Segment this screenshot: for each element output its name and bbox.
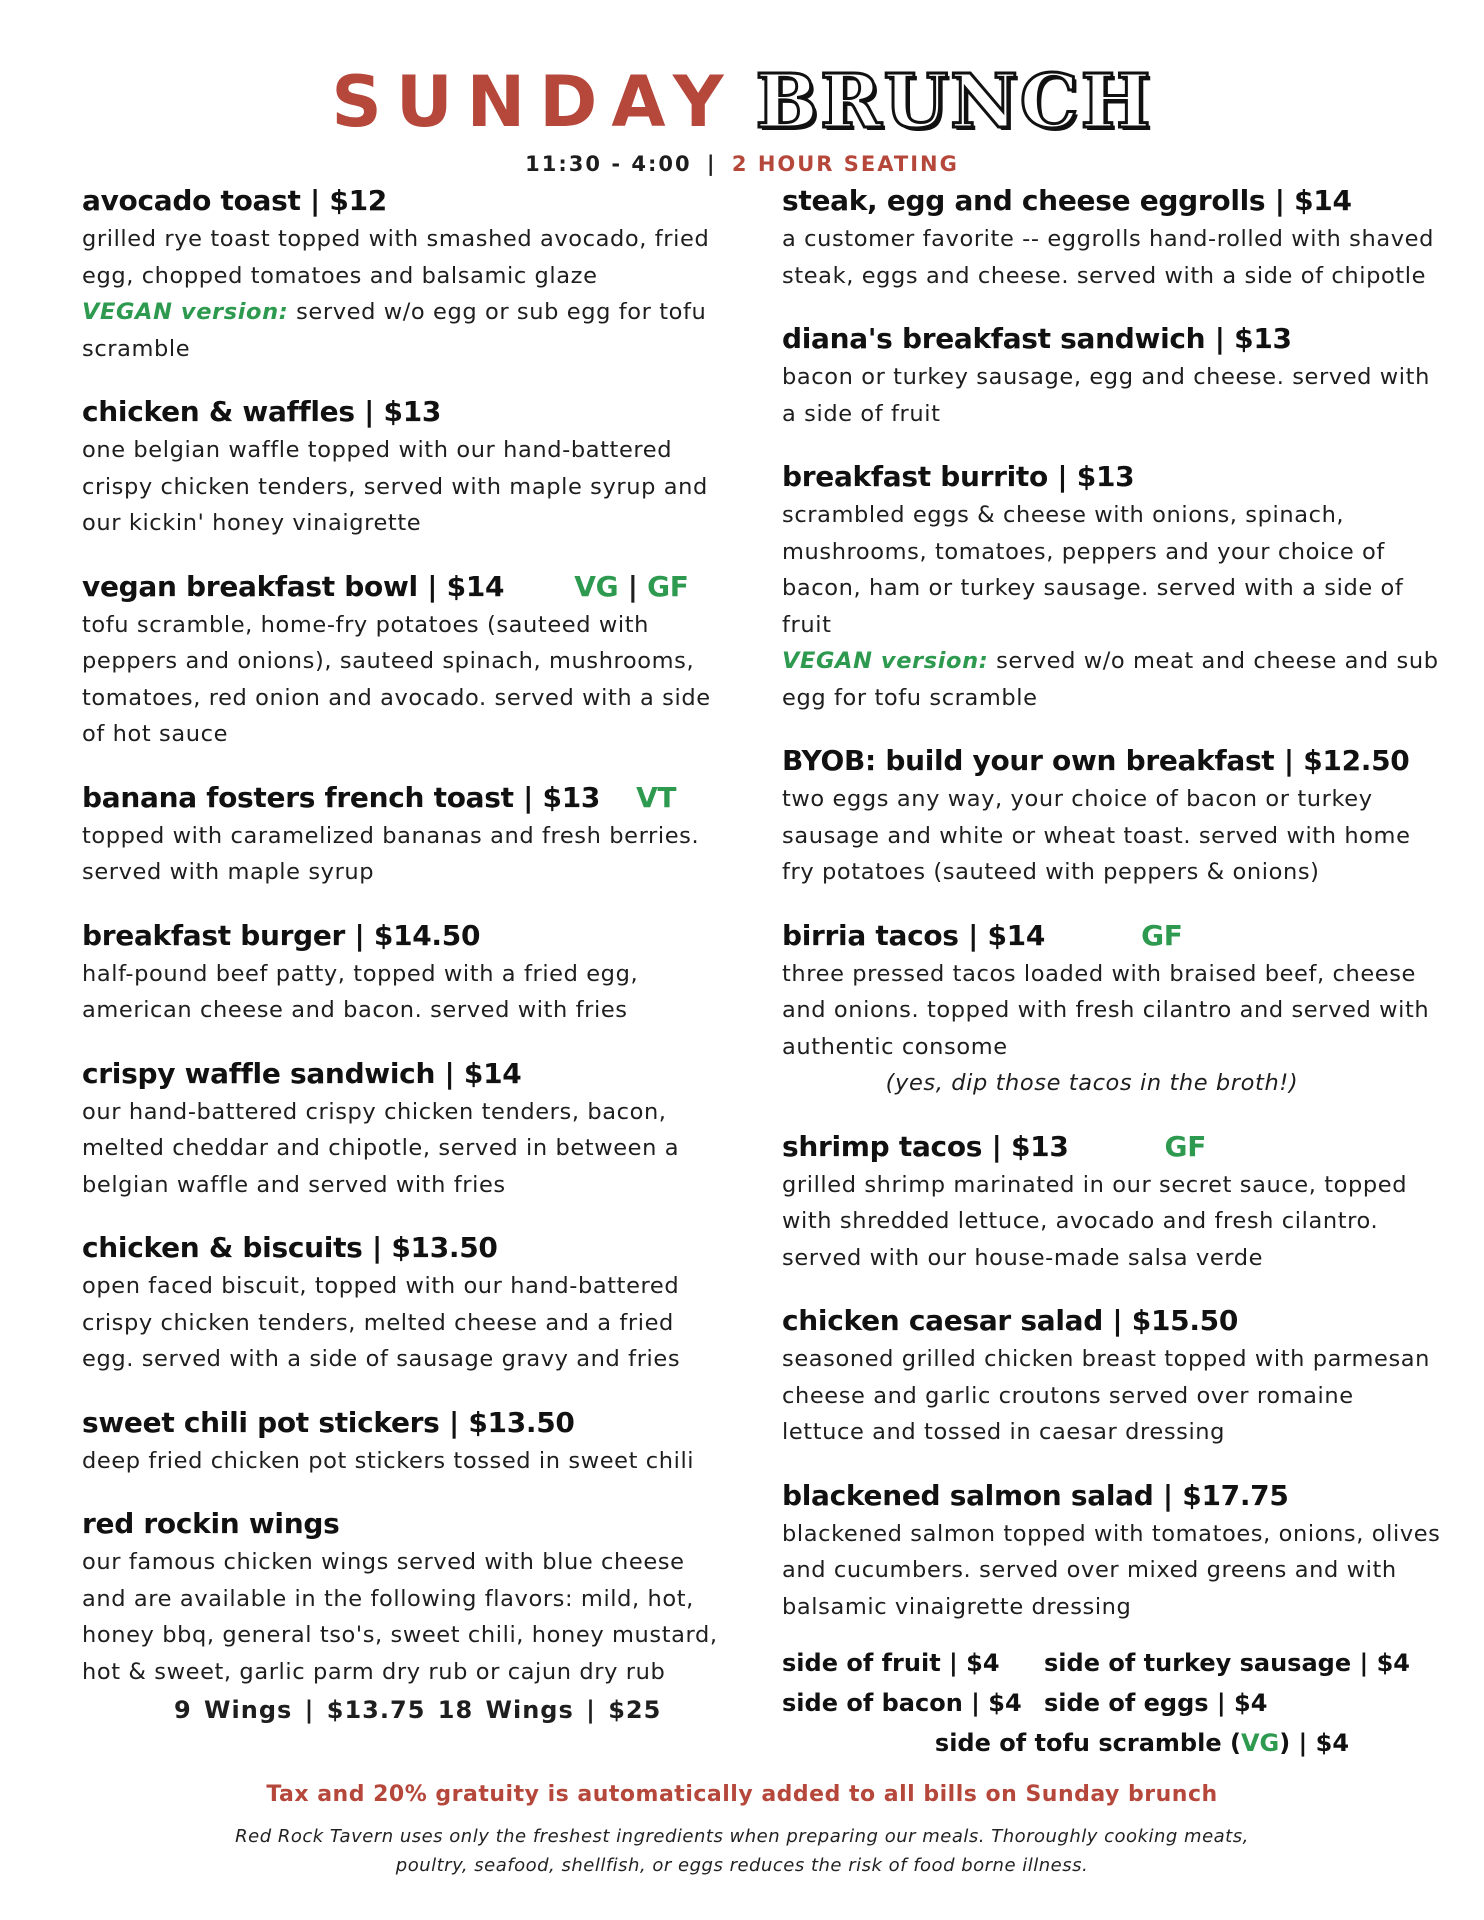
sides-row	[782, 1683, 1442, 1723]
menu-item-eggrolls	[782, 184, 1442, 294]
item-description: tofu scramble, home-fry potatoes (sauteed with peppers and onions), sauteed spinach, mushrooms, tomatoes, red onion and avocado. served with a side of hot sauce	[82, 611, 711, 747]
item-title: crispy waffle sandwich | $14	[82, 1056, 522, 1090]
item-title: red rockin wings	[82, 1507, 340, 1540]
item-title-row	[782, 919, 1442, 952]
item-description: open faced biscuit, topped with our hand-battered crispy chicken tenders, melted cheese and a fried egg. served with a side of sausage gravy and fries	[82, 1273, 681, 1372]
menu-item-blackened-salmon-salad	[782, 1479, 1442, 1626]
tag-gf: GF	[1141, 918, 1183, 952]
item-title: chicken & biscuits | $13.50	[82, 1231, 498, 1264]
item-title-row	[782, 1130, 1442, 1163]
tag-vg: VG	[1240, 1729, 1280, 1757]
side-bacon: side of bacon | $4	[782, 1689, 1022, 1717]
item-description	[82, 221, 732, 367]
item-description	[782, 497, 1442, 716]
item-title: breakfast burrito | $13	[782, 460, 1135, 493]
side-tofu-scramble	[782, 1723, 1442, 1763]
item-description: half-pound beef patty, topped with a fried egg, american cheese and bacon. served with fries	[82, 960, 639, 1023]
item-title: chicken caesar salad | $15.50	[782, 1304, 1239, 1337]
menu-item-birria-tacos	[782, 919, 1442, 1102]
side-turkey-sausage: side of turkey sausage | $4	[1044, 1649, 1410, 1677]
side-tofu-suffix: ) | $4	[1279, 1729, 1350, 1757]
vegan-version-label: VEGAN version:	[82, 299, 289, 325]
item-title: sweet chili pot stickers | $13.50	[82, 1405, 575, 1439]
item-description: blackened salmon topped with tomatoes, onions, olives and cucumbers. served over mixed greens and with balsamic vinaigrette dressing	[782, 1520, 1441, 1620]
item-description-text: grilled rye toast topped with smashed avocado, fried egg, chopped tomatoes and balsamic glaze	[82, 226, 710, 289]
item-title: blackened salmon salad | $17.75	[782, 1478, 1289, 1512]
diet-tags	[574, 570, 688, 603]
item-title: banana fosters french toast | $13	[82, 780, 601, 814]
menu-item-breakfast-burger	[82, 919, 732, 1029]
tag-separator: |	[618, 569, 648, 603]
item-title: vegan breakfast bowl | $14	[82, 569, 505, 603]
hours-separator: |	[706, 152, 717, 176]
side-eggs: side of eggs | $4	[1044, 1689, 1268, 1717]
menu-item-vegan-breakfast-bowl	[82, 570, 732, 753]
food-safety-disclaimer	[0, 1822, 1484, 1880]
menu-header	[0, 59, 1484, 176]
item-title: avocado toast | $12	[82, 184, 387, 217]
menu-item-chicken-waffles	[82, 395, 732, 542]
wings-prices: 9 Wings | $13.75 18 Wings | $25	[174, 1696, 662, 1724]
menu-item-shrimp-tacos	[782, 1130, 1442, 1277]
item-title: diana's breakfast sandwich | $13	[782, 322, 1292, 355]
item-title-row	[82, 570, 732, 603]
item-title: steak, egg and cheese eggrolls | $14	[782, 184, 1352, 217]
sides-row	[782, 1643, 1442, 1683]
item-description: topped with caramelized bananas and fresh berries. served with maple syrup	[82, 822, 700, 885]
menu-item-pot-stickers	[82, 1406, 732, 1480]
item-description: deep fried chicken pot stickers tossed in sweet chili	[82, 1447, 695, 1474]
tag-gf: GF	[647, 569, 689, 603]
item-title: chicken & waffles | $13	[82, 395, 442, 428]
side-fruit: side of fruit | $4	[782, 1649, 1000, 1677]
vegan-version-label: VEGAN version:	[782, 648, 989, 674]
disclaimer-line-1: Red Rock Tavern uses only the freshest ingredients when preparing our meals. Thoroughly cooking meats,	[235, 1826, 1249, 1847]
hours-row	[0, 152, 1484, 176]
title-sunday: SUNDAY	[331, 61, 738, 143]
menu-item-chicken-caesar-salad	[782, 1304, 1442, 1451]
item-description: two eggs any way, your choice of bacon or turkey sausage and white or wheat toast. served with home fry potatoes (sauteed with peppers & onions)	[782, 786, 1411, 885]
item-description: seasoned grilled chicken breast topped with parmesan cheese and garlic croutons served over romaine lettuce and tossed in caesar dressing	[782, 1346, 1431, 1445]
menu-item-breakfast-burrito	[782, 460, 1442, 716]
item-description: one belgian waffle topped with our hand-battered crispy chicken tenders, served with maple syrup and our kickin' honey vinaigrette	[82, 437, 708, 536]
item-description: our hand-battered crispy chicken tenders, bacon, melted cheddar and chipotle, served in between a belgian waffle and served with fries	[82, 1098, 680, 1198]
menu-item-avocado-toast	[82, 184, 732, 367]
vegan-version-text: served w/o meat and cheese and sub egg for tofu scramble	[782, 648, 1439, 711]
item-description-text: scrambled eggs & cheese with onions, spinach, mushrooms, tomatoes, peppers and your choice of bacon, ham or turkey sausage. served with a side of fruit	[782, 502, 1404, 638]
item-title-row	[82, 781, 732, 814]
left-column	[82, 184, 732, 1752]
item-note: (yes, dip those tacos in the broth!)	[885, 1070, 1299, 1096]
vegan-version-text: served w/o egg or sub egg for tofu scramble	[82, 299, 707, 362]
disclaimer-line-2: poultry, seafood, shellfish, or eggs reduces the risk of food borne illness.	[395, 1855, 1089, 1876]
item-description: our famous chicken wings served with blue cheese and are available in the following flavors: mild, hot, honey bbq, general tso's, sweet chili, honey mustard, hot & sweet, garlic parm dry rub or cajun dry rub	[82, 1549, 718, 1685]
tag-vg: VG	[574, 569, 619, 603]
menu-item-banana-fosters	[82, 781, 732, 891]
tag-gf: GF	[1164, 1129, 1207, 1163]
menu-item-byob	[782, 744, 1442, 891]
tag-vt: VT	[636, 780, 677, 814]
gratuity-notice: Tax and 20% gratuity is automatically added to all bills on Sunday brunch	[266, 1782, 1218, 1807]
seating-text: 2 HOUR SEATING	[731, 152, 959, 176]
menu-item-crispy-waffle-sandwich	[82, 1057, 732, 1204]
item-title: breakfast burger | $14.50	[82, 918, 481, 952]
menu-item-dianas-sandwich	[782, 322, 1442, 432]
menu-item-red-rockin-wings	[82, 1507, 732, 1724]
menu-item-chicken-biscuits	[82, 1231, 732, 1378]
hours-text: 11:30 - 4:00	[525, 152, 692, 176]
item-description: three pressed tacos loaded with braised beef, cheese and onions. topped with fresh cilantro and served with authentic consome	[782, 960, 1430, 1060]
title-row	[0, 59, 1484, 145]
right-column	[782, 184, 1442, 1763]
item-description: grilled shrimp marinated in our secret sauce, topped with shredded lettuce, avocado and fresh cilantro. served with our house-made salsa verde	[782, 1171, 1408, 1271]
item-description: bacon or turkey sausage, egg and cheese. served with a side of fruit	[782, 364, 1430, 427]
item-title: birria tacos | $14	[782, 918, 1046, 952]
item-description: a customer favorite -- eggrolls hand-rolled with shaved steak, eggs and cheese. served with a side of chipotle	[782, 226, 1434, 289]
item-title: shrimp tacos | $13	[782, 1129, 1069, 1163]
sides-section	[782, 1643, 1442, 1763]
title-brunch: BRUNCH	[755, 59, 1153, 145]
item-title: BYOB: build your own breakfast | $12.50	[782, 744, 1410, 777]
side-tofu-prefix: side of tofu scramble (	[934, 1729, 1241, 1757]
